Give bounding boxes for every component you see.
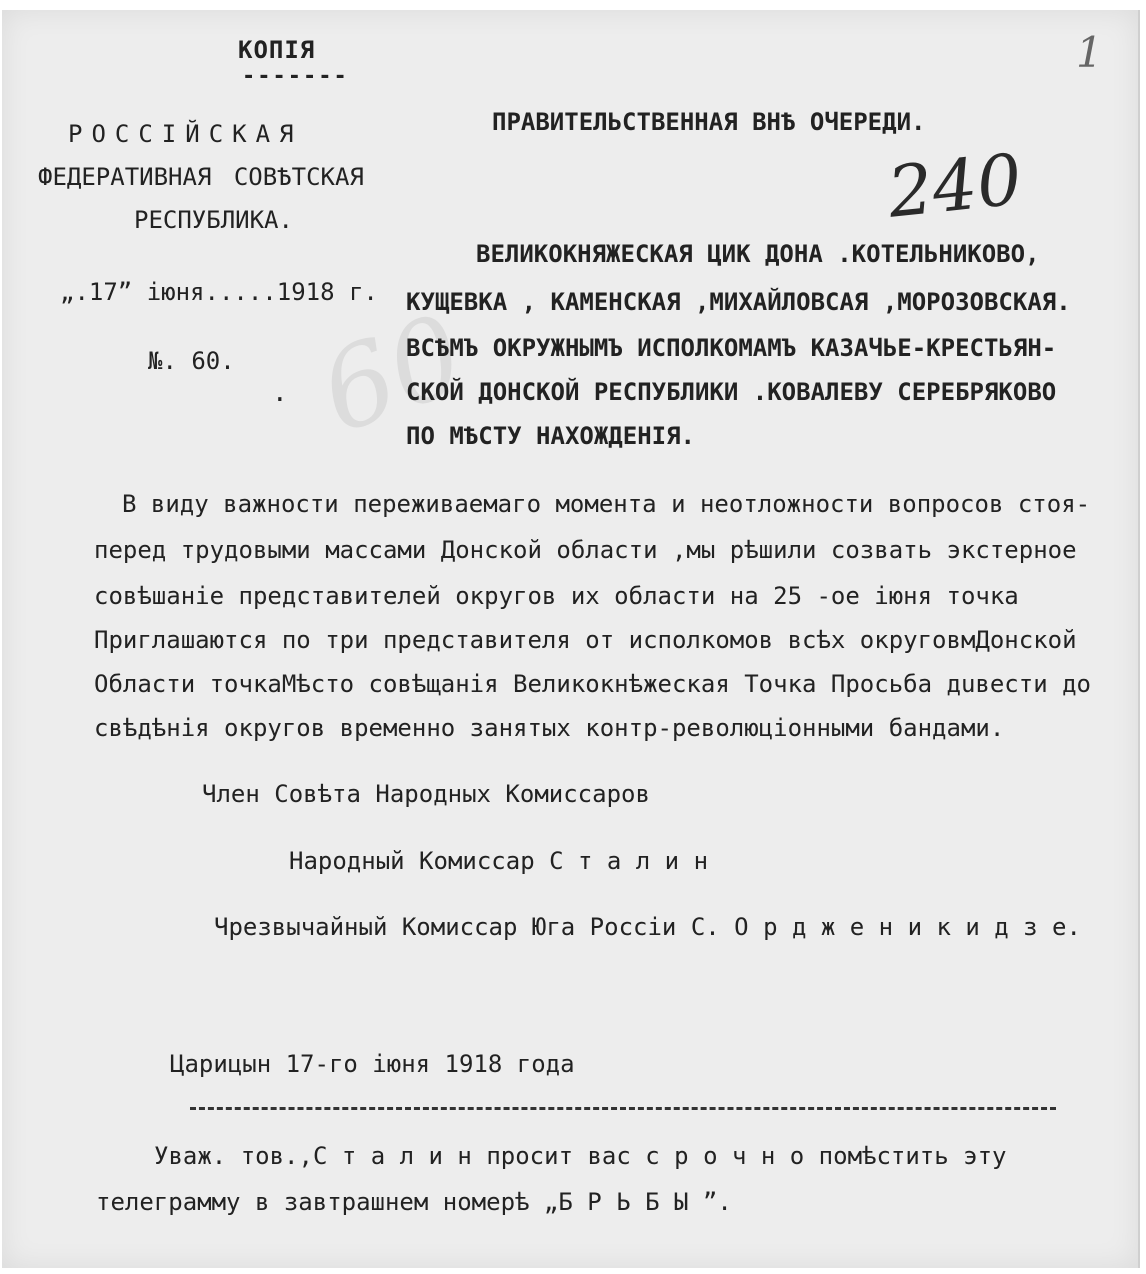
body-line: Приглашаются по три представителя от исполкомов всѣх округовмДонской	[94, 626, 1077, 654]
signature-stalin: Народный Комиссар С т а л и н	[289, 847, 709, 875]
priority-heading: ПРАВИТЕЛЬСТВЕННАЯ ВНѢ ОЧЕРЕДИ.	[492, 108, 926, 136]
stray-dot: .	[272, 378, 288, 408]
body-line: перед трудовыми массами Донской области ,мы рѣшили созвать экстерное	[94, 536, 1077, 564]
page-number: 1	[1076, 28, 1103, 77]
document-sheet	[2, 10, 1140, 1268]
copy-underline: -------	[242, 64, 349, 89]
body-line: совѣшанiе представителей округов их области на 25 -ое iюня точка	[94, 582, 1019, 610]
note-line: Уваж. тов.,С т а л и н просит вас с р о ч н о помѣстить эту	[154, 1142, 1007, 1170]
signature-ordzhonikidze: Чрезвычайный Комиссар Юга Россiи С. О р д ж е н и к и д з е.	[214, 913, 1081, 941]
copy-label: КОПIЯ	[238, 36, 316, 64]
bleed-through-mark: 60	[304, 289, 480, 459]
republic-line-2: ФЕДЕРАТИВНАЯ СОВѢТСКАЯ	[38, 163, 364, 191]
signature-title: Член Совѣта Народных Комиссаров	[202, 780, 650, 808]
body-line: свѣдѣнiя округов временно занятых контр-революцiонными бандами.	[94, 714, 1005, 742]
place-date: Царицын 17-го iюня 1918 года	[170, 1050, 575, 1078]
note-line: телеграмму в завтрашнем номерѣ „Б Р Ь Б Ы ”.	[96, 1188, 732, 1216]
dashed-divider	[190, 1107, 1056, 1110]
republic-line-3: РЕСПУБЛИКА.	[134, 206, 293, 234]
document-date: „.17” iюня.....1918 г.	[60, 278, 378, 306]
body-line: Области точкаМѣсто совѣщанiя Великокнѣжеская Точка Просьба дuвести до	[94, 670, 1091, 698]
handwritten-number: 240	[884, 138, 1026, 234]
body-line: В виду важности переживаемаго момента и неотложности вопросов стоя-	[122, 490, 1091, 518]
address-line: ПО МѢСТУ НАХОЖДЕНIЯ.	[406, 422, 695, 450]
address-line: СКОЙ ДОНСКОЙ РЕСПУБЛИКИ .КОВАЛЕВУ СЕРЕБРЯКОВО	[406, 378, 1057, 406]
republic-line-1: РОССIЙСКАЯ	[68, 120, 303, 148]
address-line: КУЩЕВКА , КАМЕНСКАЯ ,МИХАЙЛОВСАЯ ,МОРОЗОВСКАЯ.	[406, 288, 1071, 316]
document-number: №. 60.	[148, 347, 235, 375]
address-line: ВСѢМЪ ОКРУЖНЫМЪ ИСПОЛКОМАМЪ КАЗАЧЬЕ-КРЕСТЬЯН-	[406, 334, 1057, 362]
address-line: ВЕЛИКОКНЯЖЕСКАЯ ЦИК ДОНА .КОТЕЛЬНИКОВО,	[476, 240, 1040, 268]
